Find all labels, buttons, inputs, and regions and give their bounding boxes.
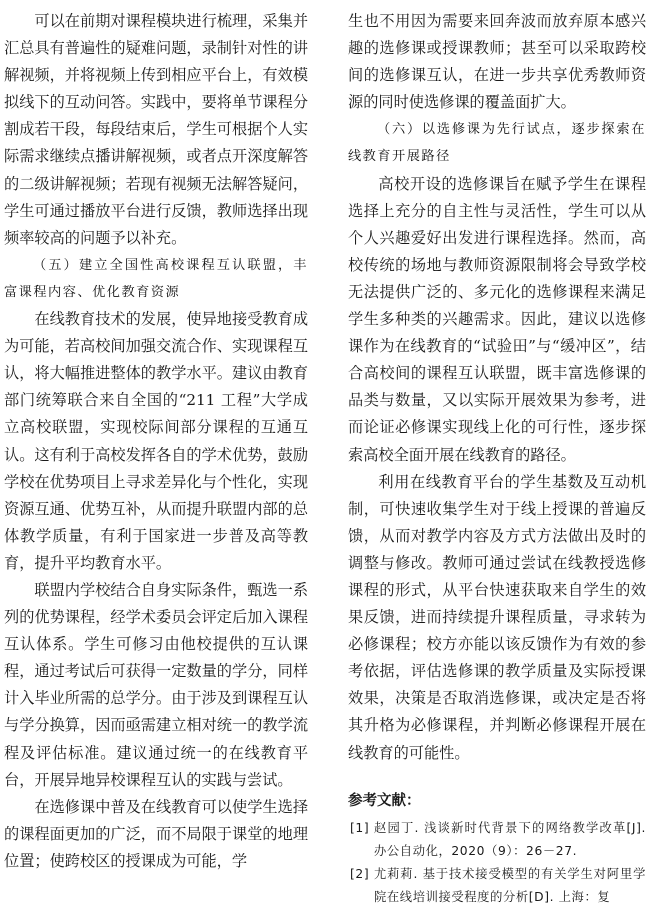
- section-heading-6: （六）以选修课为先行试点，逐步探索在线教育开展路径: [348, 122, 646, 165]
- section-heading-5: （五）建立全国性高校课程互认联盟，丰富课程内容、优化教育资源: [4, 257, 308, 300]
- body-paragraph: 联盟内学校结合自身实际条件，甄选一系列的优势课程，经学术委员会评定后加入课程互认体系。学生可修习由他校提供的互认课程，通过考试后可获得一定数量的学分，同样计入毕业所需的总学分。由于涉及到课程互认与学分换算，因而亟需建立相对统一的教学流程及评估标准。建议通过统一的在线教育平台，开展异地异校课程互认的实践与尝试。: [4, 580, 308, 789]
- right-column: [348, 8, 646, 909]
- reference-item: [348, 817, 646, 863]
- body-paragraph: 利用在线教育平台的学生基数及互动机制，可快速收集学生对于线上授课的普遍反馈，从而对教学内容及方式方法做出及时的调整与修改。教师可通过尝试在线教授选修课程的形式，从平台快速获取来自学生的效果反馈，进而持续提升课程质量，寻求转为必修课程；校方亦能以该反馈作为有效的参考依据，评估选修课的教学质量及实际授课效果，决策是否取消选修课，或决定是否将其升格为必修课程，并判断必修课程开展在线教育的可能性。: [348, 472, 646, 762]
- reference-text: 尤莉莉. 基于技术接受模型的有关学生对阿里学院在线培训接受程度的分析[D]. 上海：复: [374, 866, 646, 904]
- reference-number: [2]: [350, 866, 370, 881]
- references-title: 参考文献：: [348, 792, 421, 809]
- reference-number: [1]: [350, 820, 370, 835]
- body-paragraph: 生也不用因为需要来回奔波而放弃原本感兴趣的选修课或授课教师；甚至可以采取跨校间的选修课互认，在进一步共享优秀教师资源的同时使选修课的覆盖面扩大。: [348, 12, 646, 112]
- body-paragraph: 高校开设的选修课旨在赋予学生在课程选择上充分的自主性与灵活性，学生可以从个人兴趣爱好出发进行课程选择。然而，高校传统的场地与教师资源限制将会导致学校无法提供广泛的、多元化的选修课程来满足学生多种类的兴趣需求。因此，建议以选修课作为在线教育的“试验田”与“缓冲区”，结合高校间的课程互认联盟，既丰富选修课的品类与数量，又以实际开展效果为参考，进而论证必修课实现线上化的可行性，逐步探索高校全面开展在线教育的路径。: [348, 174, 646, 464]
- body-paragraph: 可以在前期对课程模块进行梳理，采集并汇总具有普遍性的疑难问题，录制针对性的讲解视频，并将视频上传到相应平台上，有效模拟线下的互动问答。实践中，要将单节课程分割成若干段，每段结束后，学生可根据个人实际需求继续点播讲解视频，或者点开深度解答的二级讲解视频；若现有视频无法解答疑问，学生可通过播放平台进行反馈，教师选择出现频率较高的问题予以补充。: [4, 12, 308, 247]
- reference-list: [348, 817, 646, 909]
- body-paragraph: 在选修课中普及在线教育可以使学生选择的课程面更加的广泛，而不局限于课堂的地理位置；使跨校区的授课成为可能，学: [4, 797, 308, 870]
- left-column: [4, 8, 308, 875]
- reference-text: 赵园丁. 浅谈新时代背景下的网络教学改革[J]. 办公自动化，2020（9）：26－27.: [374, 820, 646, 858]
- body-paragraph: 在线教育技术的发展，使异地接受教育成为可能，若高校间加强交流合作、实现课程互认，将大幅推进整体的教学水平。建议由教育部门统筹联合来自全国的“211 工程”大学成立高校联盟，实现校际间部分课程的互通互认。这有利于高校发挥各自的学术优势，鼓励学校在优势项目上寻求差异化与个性化，实现资源互通、优势互补，从而提升联盟内部的总体教学质量，有利于国家进一步普及高等教育，提升平均教育水平。: [4, 310, 308, 572]
- reference-item: [348, 863, 646, 909]
